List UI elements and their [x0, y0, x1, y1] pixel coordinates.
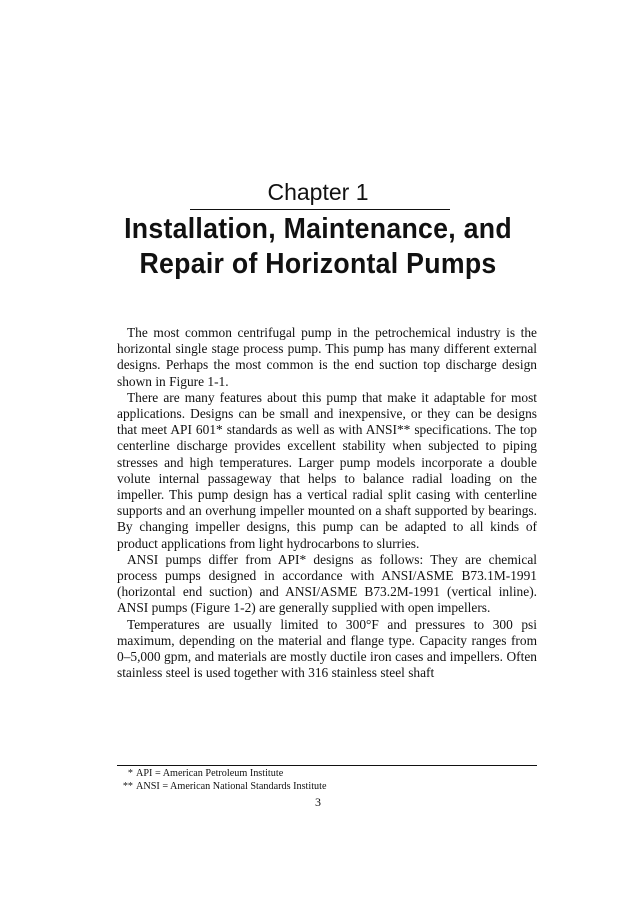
footnote-rule [117, 765, 537, 766]
paragraph-4: Temperatures are usually limited to 300°F and pressures to 300 psi maximum, depending on the material and flange type. Capacity ranges from 0–5,000 gpm, and materials are mostly ductile iron cases and impellers. Often stainless steel is used together with 316 stainless steel shaft [117, 616, 537, 681]
footnotes [117, 768, 537, 793]
paragraph-1: The most common centrifugal pump in the petrochemical industry is the horizontal single stage process pump. This pump has many different external designs. Perhaps the most common is the end suction top discharge design shown in Figure 1-1. [117, 325, 537, 389]
page-number: 3 [315, 795, 321, 809]
footnote-ansi [117, 781, 537, 794]
chapter-label: Chapter 1 [267, 179, 369, 205]
paragraph-2: There are many features about this pump that make it adaptable for most applications. Designs can be small and inexpensive, or they can be designs that meet API 601* standards as well as with ANSI** specifications. The top centerline discharge provides excellent stability when subjected to piping stresses and high temperatures. Larger pump models incorporate a double volute internal passageway that helps to balance radial loading on the impeller. This pump design has a vertical radial split casing with centerline supports and an overhung impeller mounted on a shaft supported by bearings. By changing impeller designs, this pump can be adapted to all kinds of product applications from light hydrocarbons to slurries. [117, 389, 537, 551]
body-text [117, 325, 537, 681]
footnote-mark: ** [122, 780, 133, 792]
chapter-title-line-2: Repair of Horizontal Pumps [139, 248, 497, 280]
footnote-mark: * [127, 768, 133, 779]
footnote-api [117, 768, 537, 781]
chapter-title-line-1: Installation, Maintenance, and [124, 213, 512, 245]
footnote-text: ANSI = American National Standards Institute [136, 780, 327, 792]
paragraph-3: ANSI pumps differ from API* designs as follows: They are chemical process pumps designed in accordance with ANSI/ASME B73.1M-1991 (horizontal end suction) and ANSI/ASME B73.2M-1991 (vertical inline). ANSI pumps (Figure 1-2) are generally supplied with open impellers. [117, 551, 537, 616]
chapter-rule [190, 209, 450, 210]
footnote-text: API = American Petroleum Institute [136, 768, 284, 779]
chapter-title [81, 212, 556, 282]
